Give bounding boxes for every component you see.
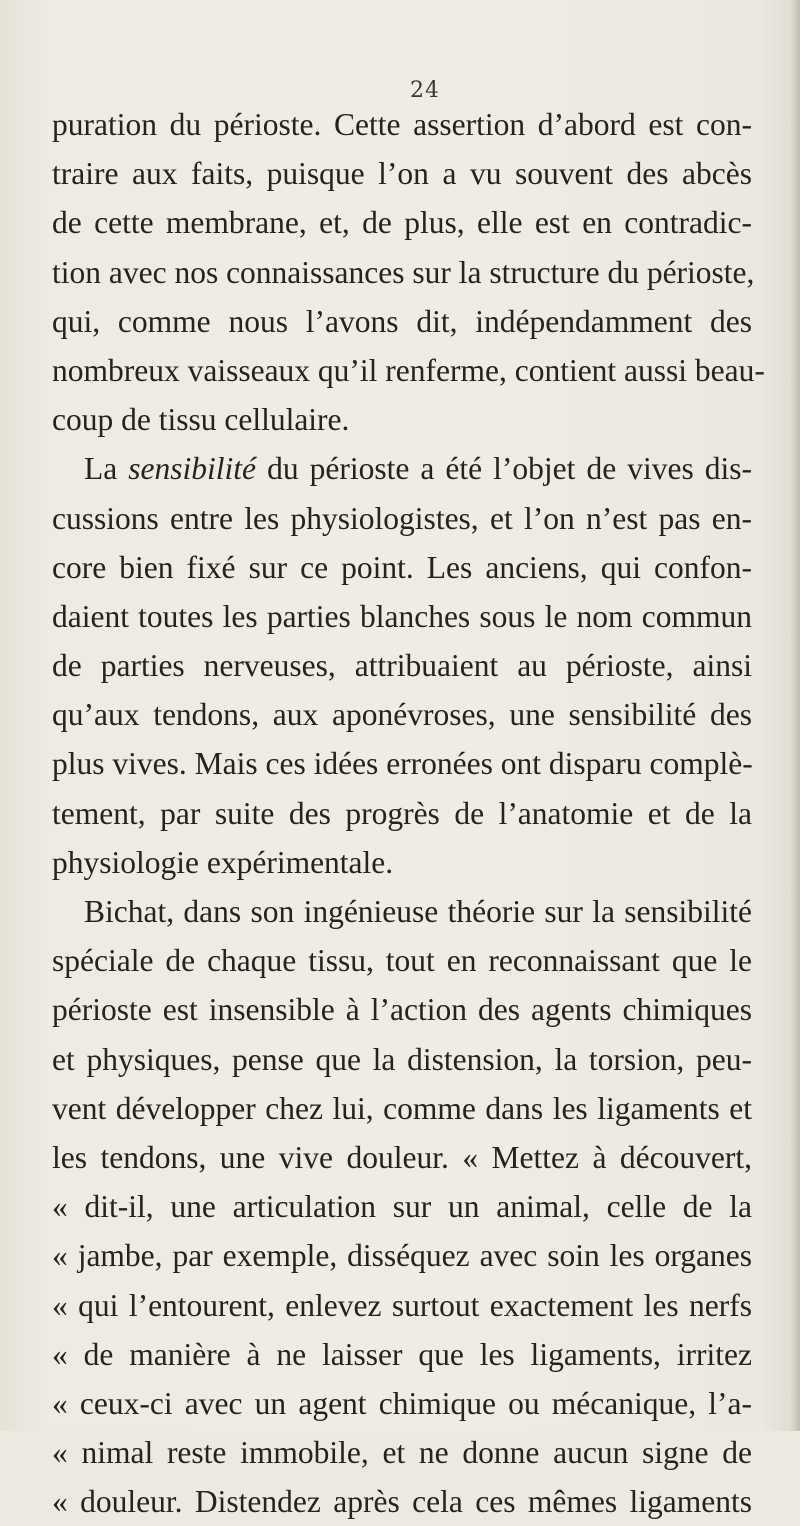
text-line: tement, par suite des progrès de l’anatomie et de la xyxy=(52,795,752,831)
text-line: et physiques, pense que la distension, la torsion, peu- xyxy=(52,1041,752,1077)
text-line: de cette membrane, et, de plus, elle est en contradic- xyxy=(52,205,752,241)
text-line: coup de tissu cellulaire. xyxy=(52,402,350,438)
text-line: cussions entre les physiologistes, et l’on n’est pas en- xyxy=(52,500,752,536)
text-line: « nimal reste immobile, et ne donne aucun signe de xyxy=(52,1435,752,1471)
text-line: « ceux-ci avec un agent chimique ou mécanique, l’a- xyxy=(52,1385,752,1421)
italic-term-sensibilite: sensibilité xyxy=(128,451,257,487)
text-line: les tendons, une vive douleur. « Mettez à découvert, xyxy=(52,1139,752,1175)
text-line: nombreux vaisseaux qu’il renferme, contient aussi beau- xyxy=(52,352,765,388)
text-line: vent développer chez lui, comme dans les ligaments et xyxy=(52,1090,752,1126)
text-line: plus vives. Mais ces idées erronées ont disparu complè- xyxy=(52,746,753,782)
text-line: « de manière à ne laisser que les ligaments, irritez xyxy=(52,1336,752,1372)
body-text xyxy=(52,100,765,1526)
page-edge-shadow xyxy=(790,0,800,1431)
text-line: traire aux faits, puisque l’on a vu souvent des abcès xyxy=(52,156,752,192)
text-line: « jambe, par exemple, disséquez avec soin les organes xyxy=(52,1238,752,1274)
text-line: « dit-il, une articulation sur un animal, celle de la xyxy=(52,1189,752,1225)
text-line: « douleur. Distendez après cela ces mêmes ligaments xyxy=(52,1484,752,1520)
text-line: core bien fixé sur ce point. Les anciens, qui confon- xyxy=(52,549,752,585)
text-line: périoste est insensible à l’action des agents chimiques xyxy=(52,992,752,1028)
text-line: daient toutes les parties blanches sous le nom commun xyxy=(52,598,752,634)
text-line: Bichat, dans son ingénieuse théorie sur la sensibilité xyxy=(84,894,752,929)
text-run: La xyxy=(84,451,129,487)
text-line: qu’aux tendons, aux aponévroses, une sensibilité des xyxy=(52,697,752,733)
text-line: qui, comme nous l’avons dit, indépendamment des xyxy=(52,303,752,339)
text-line: spéciale de chaque tissu, tout en reconnaissant que le xyxy=(52,943,752,979)
text-line: physiologie expérimentale. xyxy=(52,844,394,880)
text-line: tion avec nos connaissances sur la structure du périoste, xyxy=(52,254,755,290)
paragraph-1 xyxy=(52,100,765,444)
text-line xyxy=(52,444,752,493)
text-line: de parties nerveuses, attribuaient au périoste, ainsi xyxy=(52,648,752,684)
page-number: 24 xyxy=(410,78,440,103)
paragraph-3 xyxy=(52,887,752,1526)
text-line: « qui l’entourent, enlevez surtout exactement les nerfs xyxy=(52,1287,752,1323)
paragraph-2 xyxy=(52,444,752,887)
text-line: puration du périoste. Cette assertion d’abord est con- xyxy=(52,107,752,142)
text-run: du périoste a été l’objet de vives dis- xyxy=(256,451,753,487)
